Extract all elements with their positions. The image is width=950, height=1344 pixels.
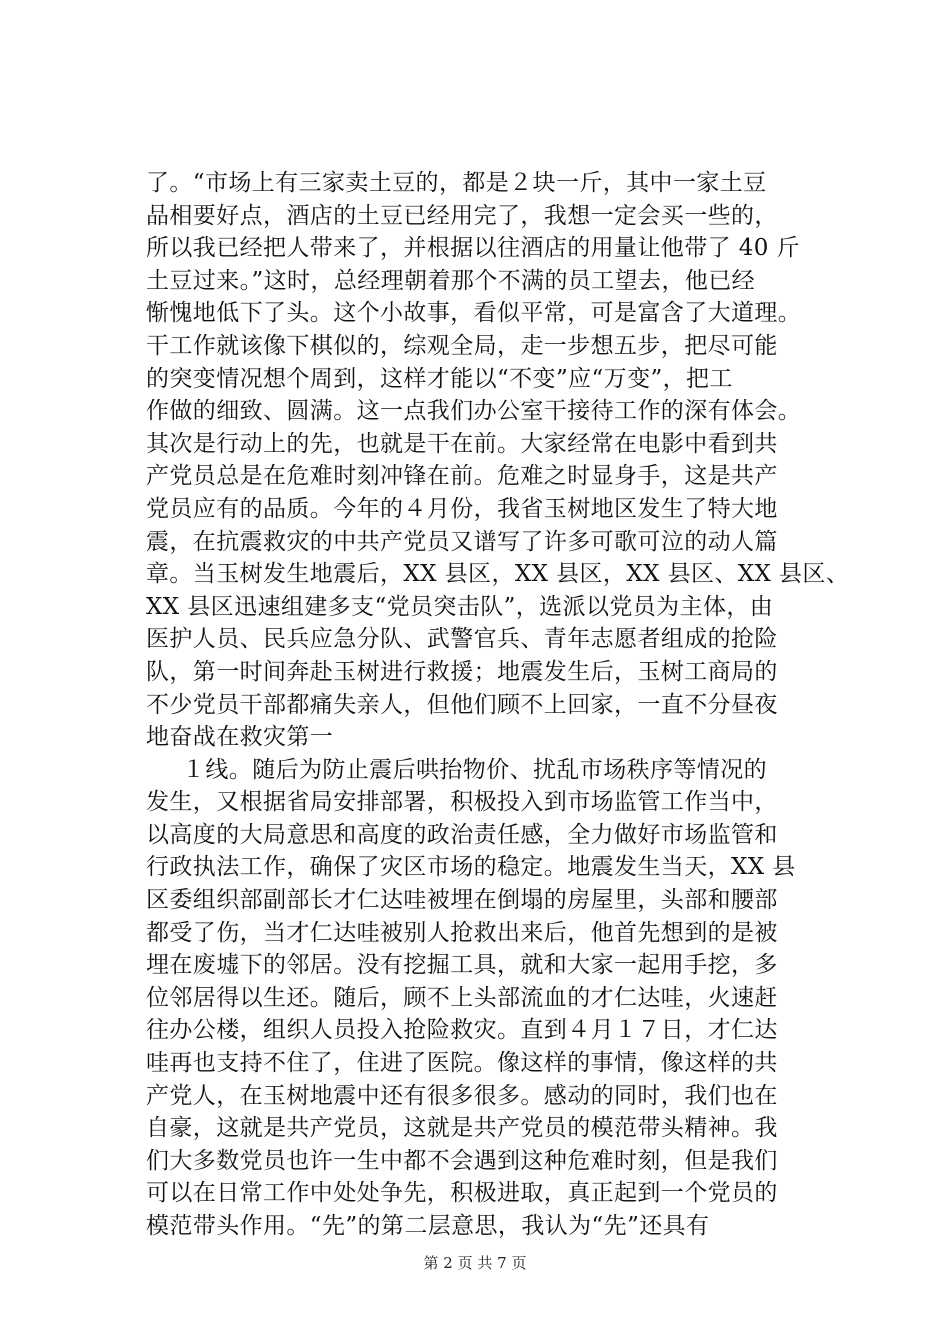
text-line: 土豆过来。”这时，总经理朝着那个不满的员工望去，他已经 — [146, 267, 756, 294]
text-line: 发生，又根据省局安排部署，积极投入到市场监管工作当中， — [146, 789, 778, 816]
text-line: 品相要好点，酒店的土豆已经用完了，我想一定会买一些的， — [146, 202, 778, 229]
text-line: 党员应有的品质。今年的４月份，我省玉树地区发生了特大地 — [146, 495, 778, 522]
document-body — [146, 167, 850, 1243]
text-line: 所以我已经把人带来了，并根据以往酒店的用量让他带了 40 斤 — [146, 235, 800, 262]
text-line: 队，第一时间奔赴玉树进行救援；地震发生后，玉树工商局的 — [146, 658, 778, 685]
text-line: 地奋战在救灾第一 — [146, 724, 334, 751]
text-line: 们大多数党员也许一生中都不会遇到这种危难时刻，但是我们 — [146, 1147, 778, 1174]
text-line: 其次是行动上的先，也就是干在前。大家经常在电影中看到共 — [146, 430, 778, 457]
text-line: 哇再也支持不住了，住进了医院。像这样的事情，像这样的共 — [146, 1050, 778, 1077]
text-line: 位邻居得以生还。随后，顾不上头部流血的才仁达哇，火速赶 — [146, 984, 778, 1011]
text-line: XX 县区迅速组建多支“党员突击队”，选派以党员为主体，由 — [146, 593, 774, 620]
text-line: 产党人，在玉树地震中还有很多很多。感动的同时，我们也在 — [146, 1082, 778, 1109]
text-line: 以高度的大局意思和高度的政治责任感，全力做好市场监管和 — [146, 821, 778, 848]
page-footer — [0, 1253, 950, 1273]
paragraph-start-line: １线。随后为防止震后哄抬物价、扰乱市场秩序等情况的 — [182, 756, 767, 783]
page-number-label: 第 2 页 共 7 页 — [423, 1254, 527, 1272]
text-line: 产党员总是在危难时刻冲锋在前。危难之时显身手，这是共产 — [146, 463, 778, 490]
text-line: 区委组织部副部长才仁达哇被埋在倒塌的房屋里，头部和腰部 — [146, 887, 778, 914]
text-line: 不少党员干部都痛失亲人，但他们顾不上回家，一直不分昼夜 — [146, 691, 778, 718]
text-line: 模范带头作用。“先”的第二层意思，我认为“先”还具有 — [146, 1213, 710, 1239]
text-line: 行政执法工作，确保了灾区市场的稳定。地震发生当天，XX 县 — [146, 854, 796, 881]
text-line: 可以在日常工作中处处争先，积极进取，真正起到一个党员的 — [146, 1180, 778, 1207]
text-line: 干工作就该像下棋似的，综观全局，走一步想五步，把尽可能 — [146, 332, 778, 359]
text-line: 了。“市场上有三家卖土豆的，都是２块一斤，其中一家土豆 — [146, 170, 767, 196]
text-line: 惭愧地低下了头。这个小故事，看似平常，可是富含了大道理。 — [146, 300, 802, 327]
text-line: 震，在抗震救灾的中共产党员又谱写了许多可歌可泣的动人篇 — [146, 528, 778, 555]
text-line: 都受了伤，当才仁达哇被别人抢救出来后，他首先想到的是被 — [146, 919, 778, 946]
text-line: 往办公楼，组织人员投入抢险救灾。直到４月１７日，才仁达 — [146, 1017, 778, 1044]
text-line: 埋在废墟下的邻居。没有挖掘工具，就和大家一起用手挖，多 — [146, 952, 778, 979]
text-line: 作做的细致、圆满。这一点我们办公室干接待工作的深有体会。 — [146, 398, 802, 425]
text-line: 的突变情况想个周到，这样才能以“不变”应“万变”，把工 — [146, 365, 733, 392]
text-line: 自豪，这就是共产党员，这就是共产党员的模范带头精神。我 — [146, 1115, 778, 1142]
text-line: 章。当玉树发生地震后，XX 县区，XX 县区，XX 县区、XX 县区、 — [146, 561, 850, 588]
text-line: 医护人员、民兵应急分队、武警官兵、青年志愿者组成的抢险 — [146, 626, 778, 653]
